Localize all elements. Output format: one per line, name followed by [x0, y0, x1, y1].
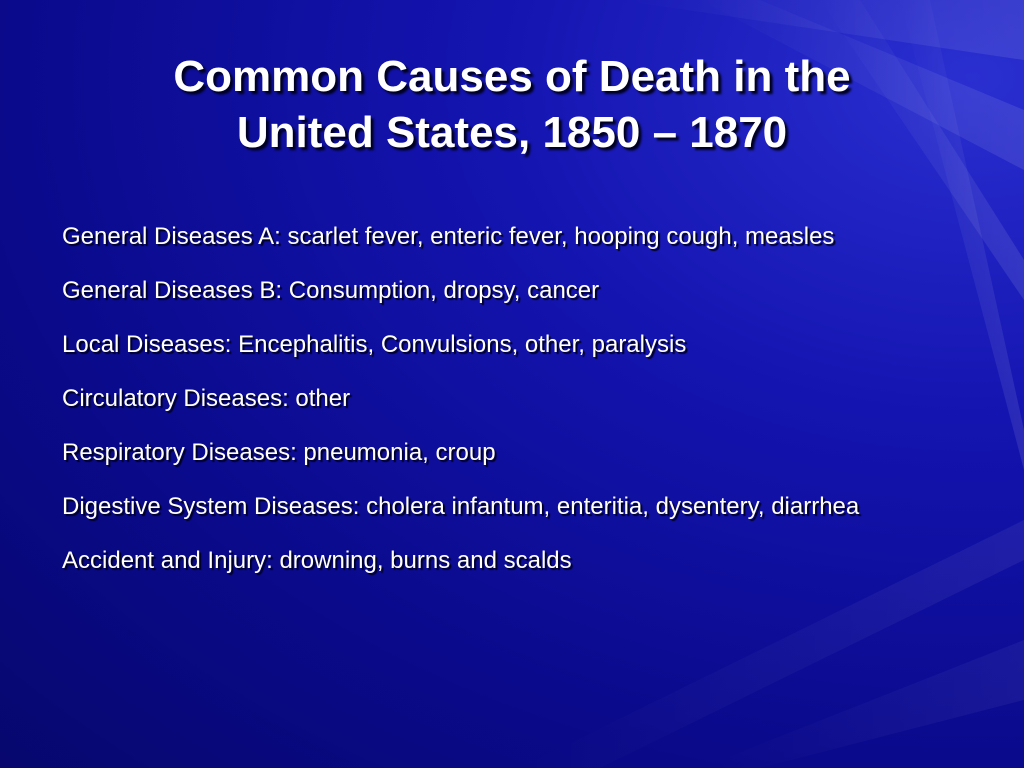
bullet-item: Respiratory Diseases: pneumonia, croup	[62, 439, 496, 466]
bullet-item: General Diseases A: scarlet fever, enteric fever, hooping cough, measles	[62, 223, 835, 250]
title-line-2: United States, 1850 – 1870	[236, 108, 788, 158]
slide-title	[40, 49, 984, 161]
bullet-list	[62, 222, 962, 600]
bullet-item: Local Diseases: Encephalitis, Convulsions, other, paralysis	[62, 331, 687, 358]
bullet-item: Accident and Injury: drowning, burns and scalds	[62, 547, 572, 574]
title-line-1: Common Causes of Death in the	[173, 52, 851, 102]
bullet-item: Circulatory Diseases: other	[62, 385, 351, 412]
bullet-item: General Diseases B: Consumption, dropsy, cancer	[62, 277, 600, 304]
bullet-item: Digestive System Diseases: cholera infantum, enteritia, dysentery, diarrhea	[62, 493, 860, 520]
